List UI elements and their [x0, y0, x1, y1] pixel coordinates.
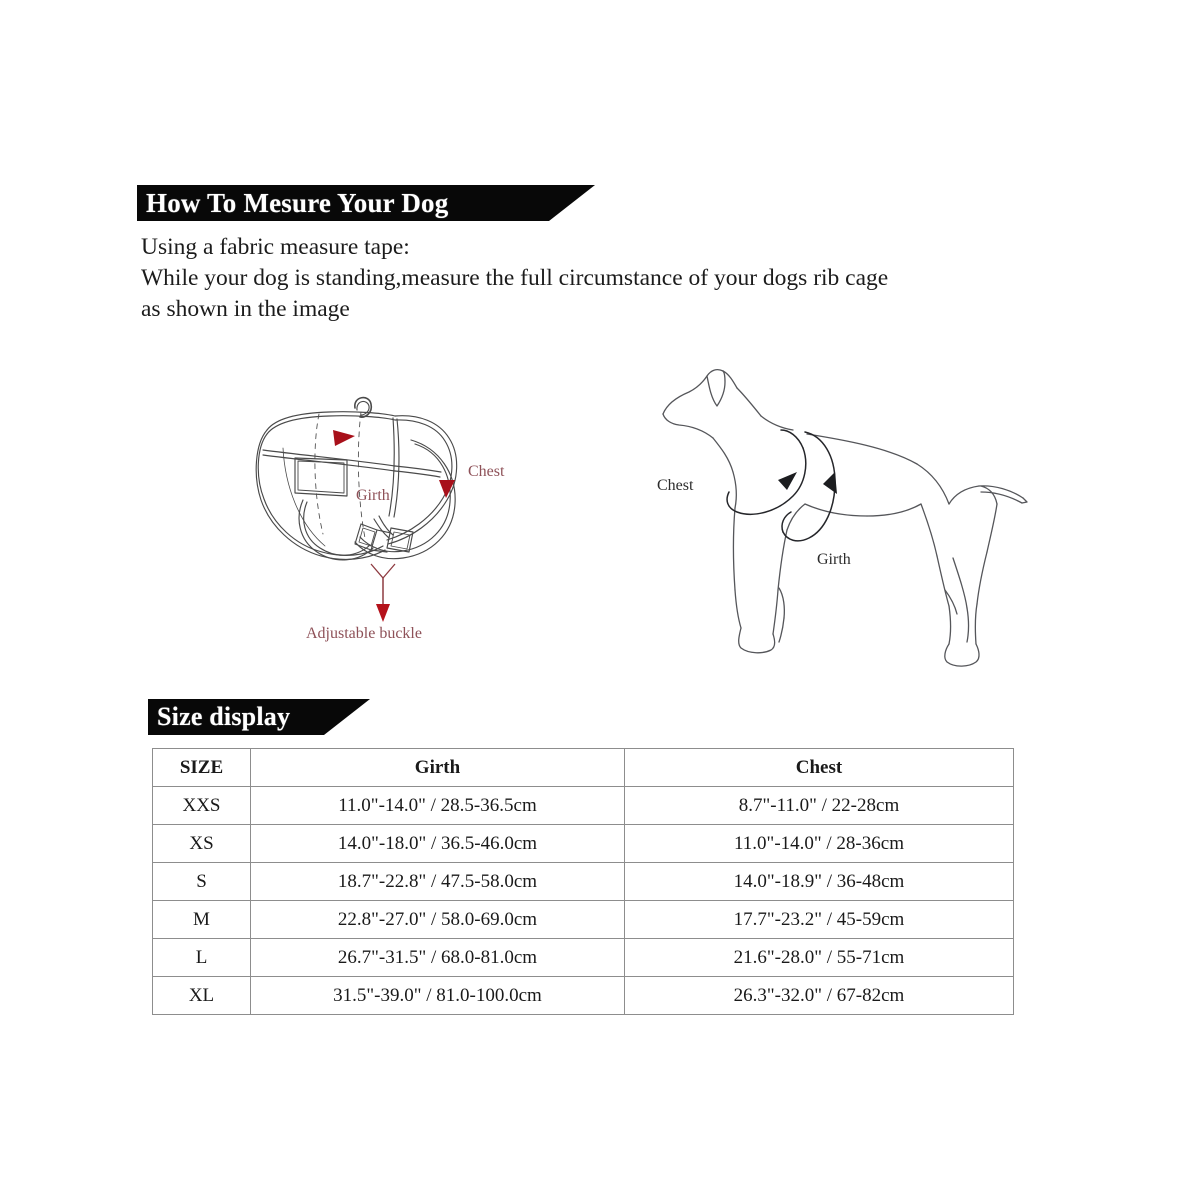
table-row [153, 787, 1014, 825]
cell-chest: 14.0"-18.9" / 36-48cm [625, 863, 1014, 901]
cell-chest: 17.7"-23.2" / 45-59cm [625, 901, 1014, 939]
girth-arrow-icon [333, 430, 355, 446]
girth-measure-arrow-icon [823, 472, 837, 494]
cell-size: XL [153, 977, 251, 1015]
chest-measure-arrow-icon [778, 472, 797, 490]
harness-buckle-label: Adjustable buckle [306, 625, 422, 642]
table-header-row [153, 749, 1014, 787]
table-row [153, 901, 1014, 939]
cell-size: M [153, 901, 251, 939]
size-display-banner [148, 699, 370, 735]
table-row [153, 863, 1014, 901]
how-to-measure-banner [137, 185, 595, 221]
harness-girth-label: Girth [356, 487, 390, 504]
cell-girth: 22.8"-27.0" / 58.0-69.0cm [251, 901, 625, 939]
harness-chest-label: Chest [468, 463, 505, 480]
size-display-title: Size display [157, 702, 291, 731]
cell-chest: 8.7"-11.0" / 22-28cm [625, 787, 1014, 825]
cell-chest: 26.3"-32.0" / 67-82cm [625, 977, 1014, 1015]
table-row [153, 977, 1014, 1015]
harness-diagram [243, 388, 583, 658]
cell-size: S [153, 863, 251, 901]
cell-size: XS [153, 825, 251, 863]
instruction-line-2: While your dog is standing,measure the full circumstance of your dogs rib cage [141, 265, 889, 291]
cell-girth: 11.0"-14.0" / 28.5-36.5cm [251, 787, 625, 825]
cell-girth: 14.0"-18.0" / 36.5-46.0cm [251, 825, 625, 863]
column-header-girth: Girth [251, 749, 625, 787]
instruction-line-3: as shown in the image [141, 296, 350, 322]
cell-chest: 11.0"-14.0" / 28-36cm [625, 825, 1014, 863]
instructions-block [141, 232, 1101, 325]
dog-girth-label: Girth [817, 551, 851, 568]
cell-girth: 26.7"-31.5" / 68.0-81.0cm [251, 939, 625, 977]
cell-size: XXS [153, 787, 251, 825]
table-row [153, 939, 1014, 977]
how-to-measure-title: How To Mesure Your Dog [146, 187, 449, 218]
instruction-line-1: Using a fabric measure tape: [141, 234, 410, 260]
cell-girth: 31.5"-39.0" / 81.0-100.0cm [251, 977, 625, 1015]
harness-illustration [243, 388, 583, 658]
column-header-chest: Chest [625, 749, 1014, 787]
table-row [153, 825, 1014, 863]
dog-diagram [645, 352, 1065, 682]
column-header-size: SIZE [153, 749, 251, 787]
dog-chest-label: Chest [657, 477, 694, 494]
cell-chest: 21.6"-28.0" / 55-71cm [625, 939, 1014, 977]
cell-girth: 18.7"-22.8" / 47.5-58.0cm [251, 863, 625, 901]
dog-illustration [645, 352, 1065, 682]
buckle-arrow-icon [371, 564, 395, 622]
cell-size: L [153, 939, 251, 977]
size-chart-table [152, 748, 1014, 1015]
